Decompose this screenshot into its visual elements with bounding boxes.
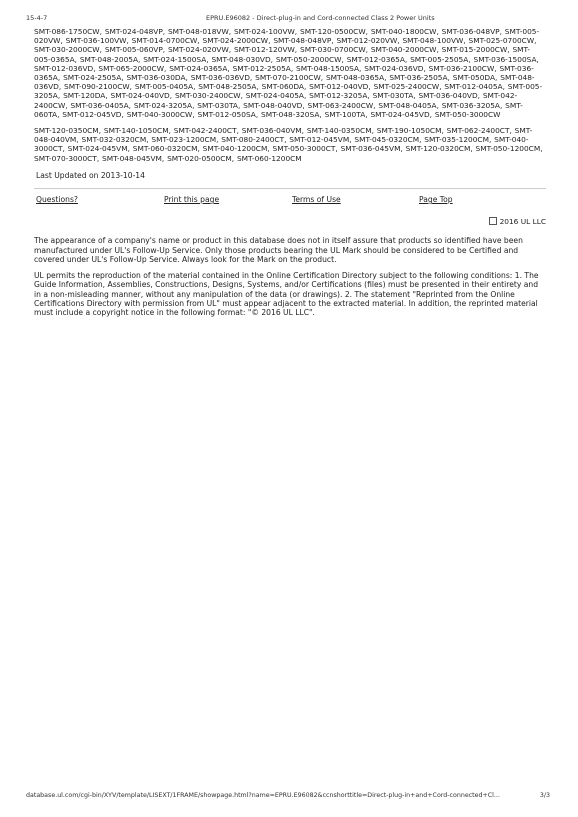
questions-link[interactable]: Questions?	[36, 195, 78, 205]
page-number: 3/3	[539, 792, 550, 799]
page-top-link[interactable]: Page Top	[419, 195, 453, 205]
copyright-text: 2016 UL LLC	[499, 217, 546, 227]
last-updated: Last Updated on 2013-10-14	[36, 170, 145, 180]
page-url: database.ul.com/cgi-bin/XYV/template/LISEXT/1FRAME/showpage.html?name=EPRU.E96082&ccnshorttitle=Direct-plug-in+and+Cord-connected+Cl...	[26, 792, 500, 799]
copyright-icon	[489, 217, 497, 225]
print-header	[26, 14, 548, 26]
print-page-link[interactable]: Print this page	[164, 195, 220, 205]
print-date: 15-4-7	[26, 14, 48, 22]
copyright-notice	[34, 217, 546, 226]
main-content	[34, 27, 546, 318]
disclaimer-text: The appearance of a company's name or product in this database does not in itself assure that products so identified have been manufactured under UL's Follow-Up Service. Only those products bearing the UL Mark should be considered to be Certified and covered under UL's Follow-Up Service. Always look for the Mark on the product.	[34, 236, 523, 264]
model-list-2: SMT-120-0350CM, SMT-140-1050CM, SMT-042-2400CT, SMT-036-040VM, SMT-140-0350CM, SMT-190-1050CM, SMT-062-2400CT, SMT-048-040VM, SMT-032-0320CM, SMT-023-1200CM, SMT-080-2400CT, SMT-012-045VM, SMT-045-0320CM, SMT-035-1200CM, SMT-040-3000CT, SMT-024-045VM, SMT-060-0320CM, SMT-040-1200CM, SMT-050-3000CT, SMT-036-045VM, SMT-120-0320CM, SMT-050-1200CM, SMT-070-3000CT, SMT-048-045VM, SMT-020-0500CM, SMT-060-1200CM	[34, 126, 543, 163]
reproduction-permission-text: UL permits the reproduction of the material contained in the Online Certification Directory subject to the following conditions: 1. The Guide Information, Assemblies, Constructions, Designs, Systems, and/or Certifications (files) must be presented in their entirety and in a non-misleading manner, without any manipulation of the data (or drawings). 2. The statement "Reprinted from the Online Certifications Directory with permission from UL" must appear adjacent to the extracted material. In addition, the reprinted material must include a copyright notice in the following format: "© 2016 UL LLC".	[34, 271, 539, 318]
divider	[34, 188, 546, 189]
print-page-title: EPRU.E96082 - Direct-plug-in and Cord-connected Class 2 Power Units	[206, 14, 435, 22]
terms-of-use-link[interactable]: Terms of Use	[292, 195, 341, 205]
footer-links	[34, 195, 546, 211]
print-footer	[26, 792, 550, 804]
model-list-1: SMT-086-1750CW, SMT-024-048VP, SMT-048-018VW, SMT-024-100VW, SMT-120-0500CW, SMT-040-1800CW, SMT-036-048VP, SMT-005-020VW, SMT-036-100VW, SMT-014-0700CW, SMT-024-2000CW, SMT-048-048VP, SMT-012-020VW, SMT-048-100VW, SMT-025-0700CW, SMT-030-2000CW, SMT-005-060VP, SMT-024-020VW, SMT-012-120VW, SMT-030-0700CW, SMT-040-2000CW, SMT-015-2000CW, SMT-005-0365A, SMT-048-2005A, SMT-024-1500SA, SMT-048-030VD, SMT-050-2000CW, SMT-012-0365A, SMT-005-2505A, SMT-036-1500SA, SMT-012-036VD, SMT-065-2000CW, SMT-024-0365A, SMT-012-2505A, SMT-048-1500SA, SMT-024-036VD, SMT-036-2100CW, SMT-036-0365A, SMT-024-2505A, SMT-036-030DA, SMT-036-036VD, SMT-070-2100CW, SMT-048-0365A, SMT-036-2505A, SMT-050DA, SMT-048-036VD, SMT-090-2100CW, SMT-005-0405A, SMT-048-2505A, SMT-060DA, SMT-012-040VD, SMT-025-2400CW, SMT-012-0405A, SMT-005-3205A, SMT-120DA, SMT-024-040VD, SMT-030-2400CW, SMT-024-0405A, SMT-012-3205A, SMT-030TA, SMT-036-040VD, SMT-042-2400CW, SMT-036-0405A, SMT-024-3205A, SMT-030TA, SMT-048-040VD, SMT-063-2400CW, SMT-048-0405A, SMT-036-3205A, SMT-060TA, SMT-012-045VD, SMT-040-3000CW, SMT-012-050SA, SMT-048-320SA, SMT-100TA, SMT-024-045VD, SMT-050-3000CW	[34, 27, 543, 119]
